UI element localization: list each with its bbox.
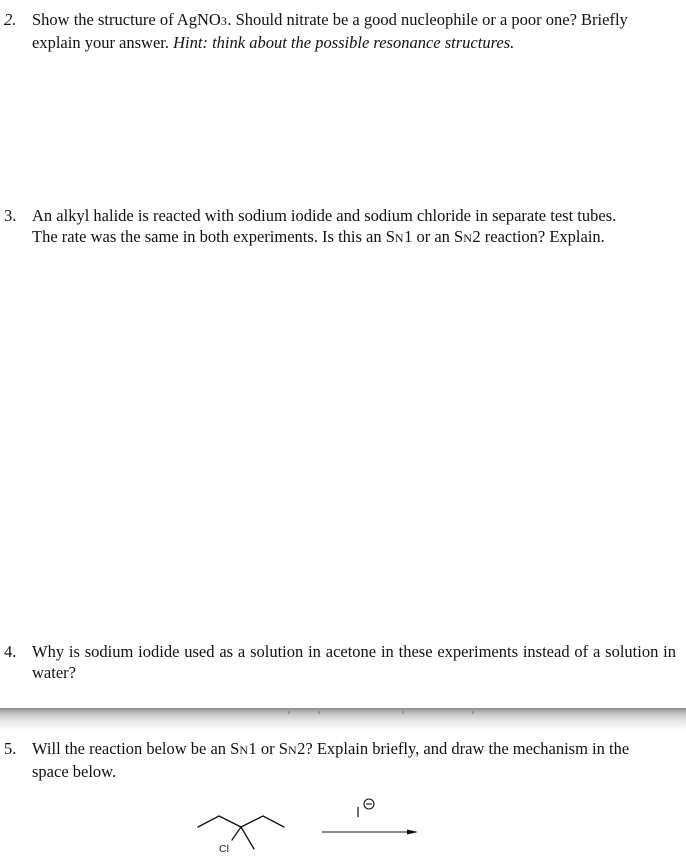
question-number: 5.	[4, 739, 17, 758]
page-break-shadow	[0, 708, 686, 730]
question-number: 3.	[4, 206, 17, 225]
question-text: Will the reaction below be an SN1 or SN2? Explain briefly, and draw the mechanism in the space below.	[32, 739, 630, 781]
subscript: N	[287, 743, 298, 757]
divider-mark	[288, 710, 290, 714]
question-3	[4, 205, 676, 249]
bond	[198, 816, 219, 827]
hint-text: Hint: think about the possible resonance structures.	[173, 33, 515, 52]
bond-to-cl	[232, 827, 241, 840]
bond	[241, 827, 254, 849]
chlorine-label: Cl	[219, 843, 229, 855]
iodide-nucleophile	[358, 799, 374, 817]
alkyl-halide-skeleton	[198, 816, 284, 849]
subscript: N	[239, 743, 249, 757]
question-text: Show the structure of AgNO3. Should nitrate be a good nucleophile or a poor one? Briefly explain your answer. Hint: think about the possible resonance structures.	[32, 10, 628, 52]
question-5	[4, 738, 676, 782]
subscript: N	[394, 231, 405, 245]
divider-mark	[318, 710, 320, 714]
question-text: Why is sodium iodide used as a solution in acetone in these experiments instead of a solution in water?	[32, 642, 676, 682]
question-number: 2.	[4, 10, 17, 29]
subscript: 3	[220, 14, 228, 28]
question-4	[4, 641, 676, 683]
divider-mark	[472, 710, 474, 714]
bond	[241, 816, 263, 827]
bond	[219, 816, 241, 827]
question-2	[4, 9, 676, 53]
divider-mark	[402, 710, 404, 714]
reaction-diagram	[0, 790, 686, 859]
arrowhead-icon	[407, 830, 418, 835]
bond	[263, 816, 284, 827]
question-number: 4.	[4, 642, 17, 661]
question-text: An alkyl halide is reacted with sodium iodide and sodium chloride in separate test tubes. The rate was the same in both experiments. Is this an SN1 or an SN2 reaction? Explain.	[32, 206, 617, 246]
reaction-arrow	[322, 830, 418, 835]
subscript: N	[463, 231, 473, 245]
